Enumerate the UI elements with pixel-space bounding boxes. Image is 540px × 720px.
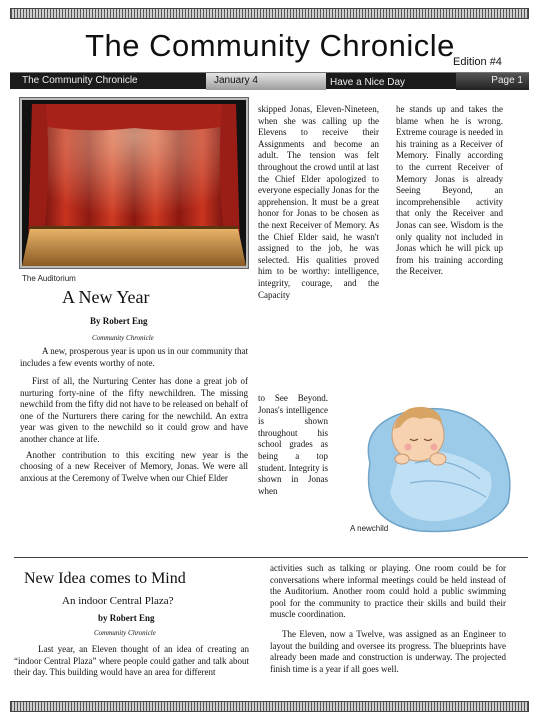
second-org: Community Chronicle [94,629,156,637]
feature-paragraph: A new, prosperous year is upon us in our community that includes a few events worthy of note. [20,346,248,368]
feature-col2-bottom [258,393,328,497]
feature-col2-top [258,104,379,301]
second-paragraph: Last year, an Eleven thought of an idea of creating an “indoor Central Plaza” where people could gather and talk about their day. This building would have an area for different [14,644,249,678]
second-paragraph: The Eleven, now a Twelve, was assigned as an Engineer to layout the building and oversee its progress. The blueprints have already been made and construction is underway. The projected finish time is a year if all goes well. [270,628,506,674]
info-bar [10,72,529,89]
bottom-border-stripe [10,701,529,712]
newchild-caption: A newchild [350,524,389,533]
feature-paragraph: he stands up and takes the blame when he is wrong. Extreme courage is needed in his training as a Receiver of Memory. Finally according to the current Receiver of Memory Jonas is already Seeing Beyond, an incomprehensible activity that only the Receiver and Jonas can see. Wisdom is the only quality not included in Jonas which he will pick up from his training according the Receiver. [396,104,503,277]
feature-col1-body [20,376,248,484]
top-border-stripe [10,8,529,19]
info-bar-date: January 4 [206,73,326,90]
second-byline: by Robert Eng [98,613,155,623]
stage-curtain-illustration [22,100,246,266]
second-subhead: An indoor Central Plaza? [62,595,174,607]
masthead-title: The Community Chronicle [85,28,455,63]
feature-paragraph: to See Beyond. Jonas's intelligence is shown throughout his school grades as being a top student. Integrity is shown in Jonas when [258,393,328,496]
feature-headline: A New Year [62,287,150,307]
feature-paragraph: skipped Jonas, Eleven-Nineteen, when she was calling up the Elevens to receive their Assignments and become an adult. The tension was felt throughout the crowd until at last the Chief Elder apologized to everyone especially Jonas for the apprehension. It must be a great honor for Jonas to be chosen as the next Receiver of Memory. As the Chief Elder said, he wasn't assigned to the job, he was selected. His qualities proved him to be worthy: intelligence, integrity, courage, and the Capacity [258,104,379,300]
second-col2 [270,563,506,675]
edition-label: Edition #4 [453,56,502,68]
info-bar-motto: Have a Nice Day [330,77,406,88]
feature-byline: By Robert Eng [90,316,148,326]
feature-col3 [396,104,503,278]
feature-col1-intro [20,346,248,369]
auditorium-image [20,98,248,268]
info-bar-name: The Community Chronicle [22,75,138,86]
newchild-illustration [340,393,518,535]
auditorium-caption: The Auditorium [22,274,76,283]
section-divider [14,557,528,558]
feature-paragraph: First of all, the Nurturing Center has done a great job of nurturing forty-nine of the fifty newchildren. The missing newchild from the fifty did not have to be released on behalf of one of the Nurturers there caring for the newchild. An extra year was given to the newchild so it could grow and have another chance at life. [20,376,248,444]
second-paragraph: activities such as talking or playing. One room could be for conversations where informal meetings could be held instead of the Auditorium. Another room could hold a public swimming pool for the community to practice their skills and build their muscle coordination. [270,563,506,620]
feature-org: Community Chronicle [92,334,154,342]
second-headline: New Idea comes to Mind [24,570,186,587]
feature-paragraph: Another contribution to this exciting new year is the choosing of a new Receiver of Memory, Jonas. We were all anxious at the Ceremony of Twelve when our Chief Elder [20,449,248,483]
info-bar-page: Page 1 [456,73,529,90]
second-col1 [14,644,249,679]
